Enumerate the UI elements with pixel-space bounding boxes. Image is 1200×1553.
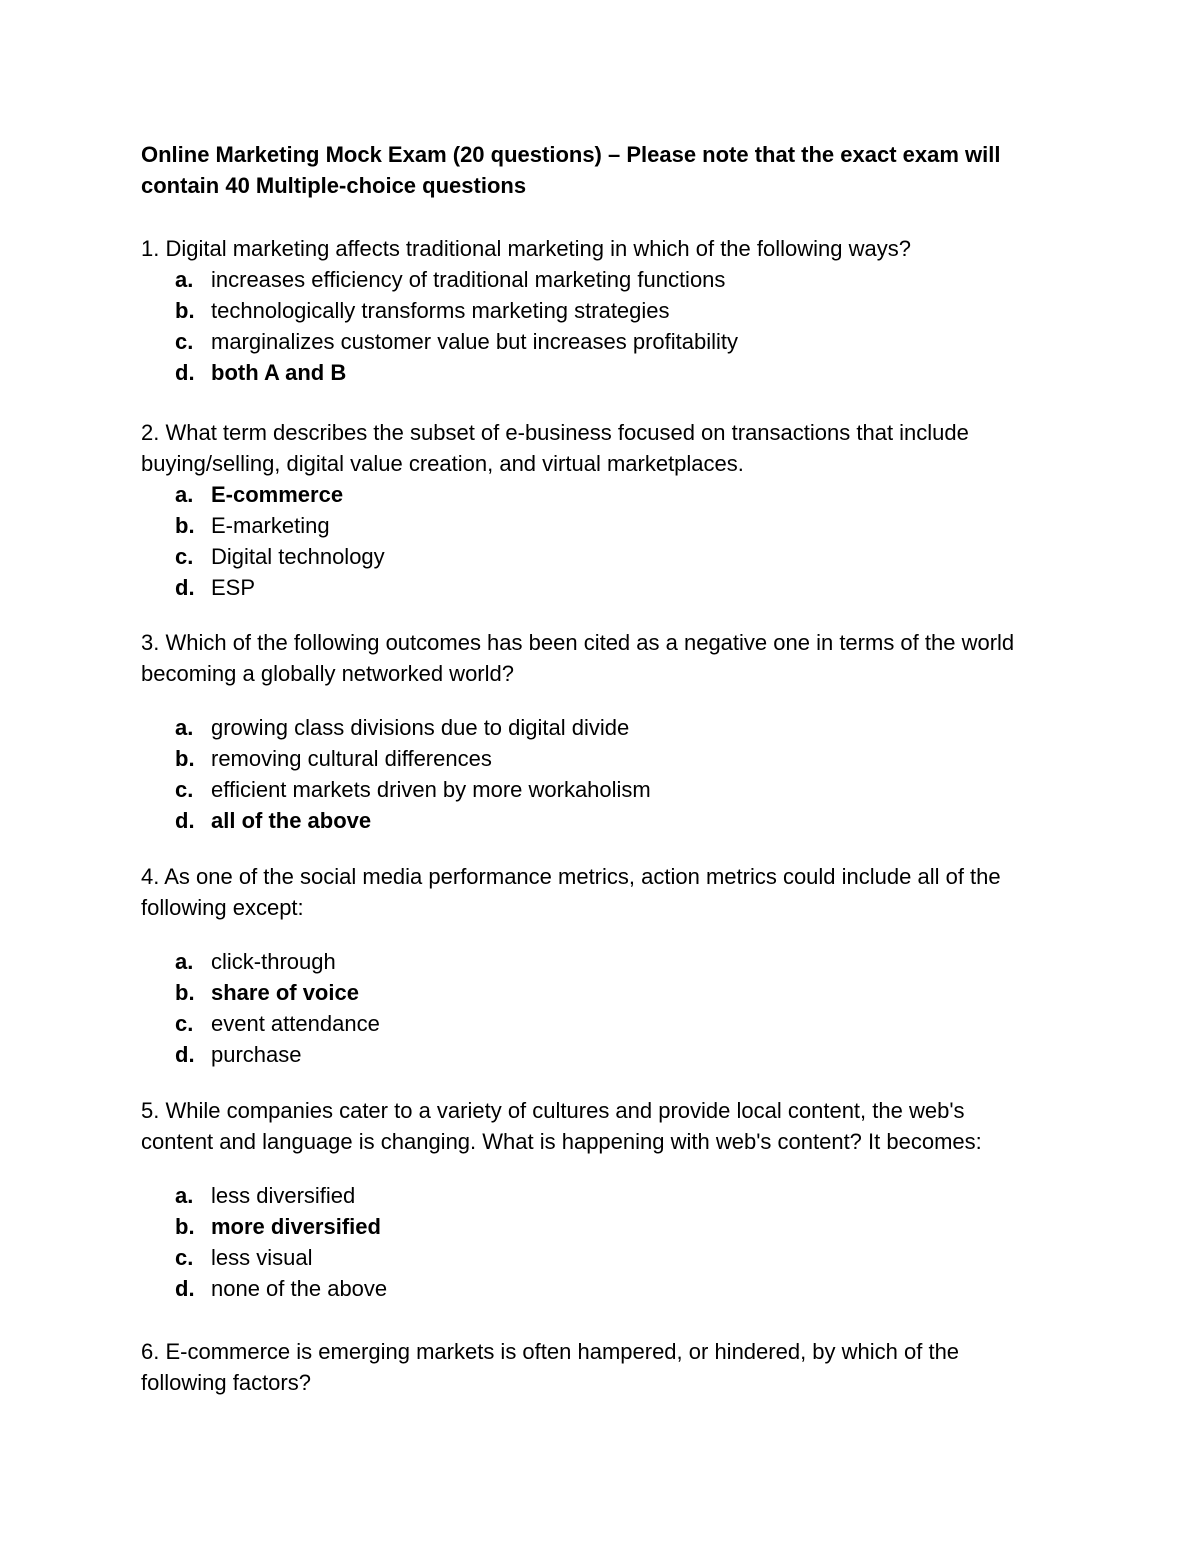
option-letter: c. [175, 777, 194, 802]
option-d-correct-answer [141, 357, 1041, 388]
option-text: E-commerce [211, 482, 344, 507]
option-text: less visual [211, 1245, 313, 1270]
option-text: click-through [211, 949, 336, 974]
option-text: E-marketing [211, 513, 330, 538]
question-text: 4. As one of the social media performance metrics, action metrics could include all of the following except: [141, 864, 1001, 920]
option-letter: a. [175, 949, 194, 974]
option-text: share of voice [211, 980, 359, 1005]
option-text: growing class divisions due to digital divide [211, 715, 630, 740]
option-letter: d. [175, 575, 195, 600]
option-letter: d. [175, 1276, 195, 1301]
option-c [141, 1008, 1041, 1039]
option-d-correct-answer [141, 805, 1041, 836]
option-b-correct-answer [141, 977, 1041, 1008]
option-letter: d. [175, 808, 195, 833]
option-a [141, 712, 1041, 743]
option-letter: b. [175, 746, 195, 771]
option-text: marginalizes customer value but increases profitability [211, 329, 739, 354]
option-text: purchase [211, 1042, 302, 1067]
option-letter: a. [175, 482, 194, 507]
option-letter: c. [175, 329, 194, 354]
option-c [141, 774, 1041, 805]
option-text: increases efficiency of traditional marketing functions [211, 267, 726, 292]
option-letter: a. [175, 715, 194, 740]
option-text: none of the above [211, 1276, 388, 1301]
option-text: removing cultural differences [211, 746, 492, 771]
options-list [141, 946, 1041, 1070]
question-text: 1. Digital marketing affects traditional marketing in which of the following ways? [141, 236, 911, 261]
option-letter: b. [175, 298, 195, 323]
option-text: efficient markets driven by more workaholism [211, 777, 651, 802]
option-b [141, 743, 1041, 774]
option-letter: c. [175, 1245, 194, 1270]
question-5 [141, 1095, 1041, 1304]
option-d [141, 572, 1041, 603]
options-list [141, 264, 1041, 388]
question-text: 5. While companies cater to a variety of cultures and provide local content, the web's content and language is changing. What is happening with web's content? It becomes: [141, 1098, 982, 1154]
option-a [141, 264, 1041, 295]
option-letter: a. [175, 1183, 194, 1208]
question-text: 6. E-commerce is emerging markets is often hampered, or hindered, by which of the following factors? [141, 1339, 960, 1395]
option-c [141, 541, 1041, 572]
options-list [141, 712, 1041, 836]
question-6 [141, 1336, 1041, 1398]
option-text: event attendance [211, 1011, 380, 1036]
option-text: both A and B [211, 360, 347, 385]
option-text: technologically transforms marketing strategies [211, 298, 670, 323]
option-letter: c. [175, 1011, 194, 1036]
option-b [141, 295, 1041, 326]
option-c [141, 326, 1041, 357]
question-4 [141, 861, 1041, 1070]
option-text: ESP [211, 575, 256, 600]
option-d [141, 1039, 1041, 1070]
option-letter: d. [175, 360, 195, 385]
options-list [141, 1180, 1041, 1304]
question-2 [141, 417, 1041, 603]
option-letter: b. [175, 980, 195, 1005]
option-letter: a. [175, 267, 194, 292]
option-c [141, 1242, 1041, 1273]
option-letter: c. [175, 544, 194, 569]
question-3 [141, 627, 1041, 836]
option-text: less diversified [211, 1183, 356, 1208]
exam-title: Online Marketing Mock Exam (20 questions) – Please note that the exact exam will contain 40 Multiple-choice questions [141, 142, 1001, 198]
options-list [141, 479, 1041, 603]
option-a-correct-answer [141, 479, 1041, 510]
option-b-correct-answer [141, 1211, 1041, 1242]
option-text: more diversified [211, 1214, 381, 1239]
option-text: Digital technology [211, 544, 385, 569]
option-a [141, 1180, 1041, 1211]
question-text: 2. What term describes the subset of e-business focused on transactions that include buying/selling, digital value creation, and virtual marketplaces. [141, 420, 969, 476]
question-1 [141, 233, 1041, 388]
option-b [141, 510, 1041, 541]
option-text: all of the above [211, 808, 372, 833]
option-d [141, 1273, 1041, 1304]
option-letter: b. [175, 1214, 195, 1239]
option-letter: b. [175, 513, 195, 538]
option-letter: d. [175, 1042, 195, 1067]
question-text: 3. Which of the following outcomes has been cited as a negative one in terms of the world becoming a globally networked world? [141, 630, 1015, 686]
option-a [141, 946, 1041, 977]
